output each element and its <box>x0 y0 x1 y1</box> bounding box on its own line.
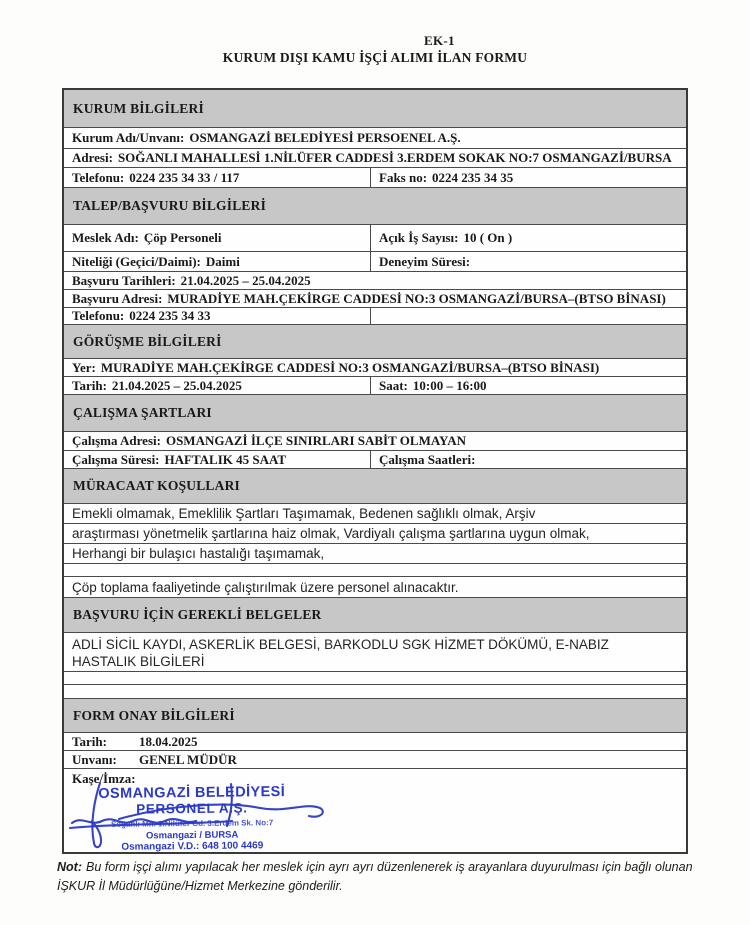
empty-row <box>64 684 686 698</box>
section-header-onay <box>64 698 686 732</box>
field-label: Meslek Adı: <box>72 230 139 245</box>
section-title: GÖRÜŞME BİLGİLERİ <box>73 333 222 349</box>
field-label: Faks no: <box>379 169 428 185</box>
row-gorusme-tarih-saat <box>64 376 686 394</box>
field-value: 18.04.2025 <box>139 733 198 749</box>
field-value: OSMANGAZİ BELEDİYESİ PERSOENEL A.Ş. <box>189 130 461 145</box>
stamp-line: OSMANGAZİ BELEDİYESİ <box>98 784 286 802</box>
field-value: 0224 235 34 33 / 117 <box>129 169 240 185</box>
empty-cell <box>370 308 686 324</box>
stamp-line: Soğanlı Mh. 1.Nilüfer Cd. 3.Erdem Sk. No:7 <box>110 818 274 830</box>
body-text: Çöp toplama faaliyetinde çalıştırılmak üzere personel alınacaktır. <box>72 579 459 595</box>
field-label: Telefonu: <box>72 308 125 323</box>
section-title: ÇALIŞMA ŞARTLARI <box>73 405 212 420</box>
section-header-talep <box>64 187 686 224</box>
field-label: Kaşe/İmza: <box>72 771 136 786</box>
field-label: Açık İş Sayısı: <box>379 230 459 245</box>
stamp-line: Osmangazi V.D.: 648 100 4469 <box>121 840 264 853</box>
footer-note <box>57 858 697 896</box>
section-title: KURUM BİLGİLERİ <box>73 100 204 116</box>
row-gorusme-yer <box>64 358 686 376</box>
field-value: 21.04.2025 – 25.04.2025 <box>111 377 242 393</box>
field-label: Kurum Adı/Unvanı: <box>72 130 185 145</box>
row-kurum-telefon-faks <box>64 167 686 187</box>
row-meslek-acikis <box>64 224 686 251</box>
section-title: MÜRACAAT KOŞULLARI <box>73 478 240 493</box>
section-header-muracaat <box>64 468 686 503</box>
field-value: Daimi <box>205 253 240 269</box>
field-label: Başvuru Tarihleri: <box>72 272 176 288</box>
company-stamp <box>78 785 307 854</box>
field-label: Çalışma Süresi: <box>72 451 160 467</box>
row-muracaat-line2 <box>64 523 686 543</box>
row-muracaat-line4 <box>64 576 686 597</box>
row-calisma-suresi-saatleri <box>64 450 686 468</box>
field-value: Çöp Personeli <box>143 230 222 245</box>
field-label: Unvanı: <box>72 751 117 767</box>
field-value: SOĞANLI MAHALLESİ 1.NİLÜFER CADDESİ 3.ERDEM SOKAK NO:7 OSMANGAZİ/BURSA <box>117 150 672 165</box>
field-label: Başvuru Adresi: <box>72 290 163 306</box>
field-value: 0224 235 34 35 <box>432 169 514 185</box>
row-calisma-adresi <box>64 431 686 450</box>
field-value: HAFTALIK 45 SAAT <box>164 451 287 467</box>
note-label: Not: <box>57 860 82 874</box>
field-label: Tarih: <box>72 733 107 749</box>
row-kase-imza <box>64 768 686 852</box>
row-onay-unvan <box>64 750 686 768</box>
body-text: araştırması yönetmelik şartlarına haiz olmak, Vardiyalı çalışma şartlarına uygun olmak, <box>72 526 590 541</box>
field-label: Niteliği (Geçici/Daimi): <box>72 253 201 269</box>
field-value: 0224 235 34 33 <box>129 308 211 323</box>
section-title: TALEP/BAŞVURU BİLGİLERİ <box>73 198 267 213</box>
field-label: Yer: <box>72 359 96 375</box>
row-belgeler-text <box>64 632 686 671</box>
form-tag: EK-1 <box>424 33 455 48</box>
row-nitelik-deneyim <box>64 251 686 271</box>
row-kurum-adres <box>64 148 686 167</box>
body-text: Herhangi bir bulaşıcı hastalığı taşımamak, <box>72 546 325 561</box>
section-header-calisma <box>64 394 686 431</box>
field-label: Çalışma Adresi: <box>72 433 161 448</box>
field-value: MURADİYE MAH.ÇEKİRGE CADDESİ NO:3 OSMANGAZİ/BURSA–(BTSO BİNASI) <box>100 359 600 375</box>
stamp-line: PERSONEL A.Ş. <box>136 800 248 817</box>
field-value: MURADİYE MAH.ÇEKİRGE CADDESİ NO:3 OSMANGAZİ/BURSA–(BTSO BİNASI) <box>167 290 666 306</box>
row-muracaat-line1 <box>64 503 686 523</box>
row-basvuru-tarihleri <box>64 271 686 289</box>
field-label: Tarih: <box>72 377 107 393</box>
field-value: GENEL MÜDÜR <box>139 751 237 767</box>
page-title: KURUM DIŞI KAMU İŞÇİ ALIMI İLAN FORMU <box>222 50 528 65</box>
field-value: 10 ( On ) <box>463 230 513 245</box>
empty-row <box>64 671 686 684</box>
body-text: Emekli olmamak, Emeklilik Şartları Taşımamak, Bedenen sağlıklı olmak, Arşiv <box>72 506 536 521</box>
field-value: 10:00 – 16:00 <box>412 377 487 393</box>
body-text: ADLİ SİCİL KAYDI, ASKERLİK BELGESİ, BARKODLU SGK HİZMET DÖKÜMÜ, E-NABIZ HASTALIK BİLGİLERİ <box>72 637 609 669</box>
section-title: BAŞVURU İÇİN GEREKLİ BELGELER <box>73 607 322 622</box>
section-header-kurum <box>64 90 686 127</box>
row-basvuru-adresi <box>64 289 686 307</box>
section-header-belgeler <box>64 597 686 632</box>
field-label: Çalışma Saatleri: <box>379 451 476 467</box>
note-text: Bu form işçi alımı yapılacak her meslek için ayrı ayrı düzenlenerek iş arayanlara duyurulması için bağlı olunan İŞKUR İl Müdürlüğüne/Hizmet Merkezine gönderilir. <box>57 860 693 893</box>
field-label: Telefonu: <box>72 169 125 185</box>
field-label: Saat: <box>379 377 408 393</box>
field-label: Adresi: <box>72 150 113 165</box>
row-kurum-adi <box>64 127 686 148</box>
form-table <box>62 88 688 854</box>
row-muracaat-line3 <box>64 543 686 563</box>
empty-row <box>64 563 686 576</box>
field-value: OSMANGAZİ İLÇE SINIRLARI SABİT OLMAYAN <box>165 433 467 448</box>
field-value: 21.04.2025 – 25.04.2025 <box>180 272 311 288</box>
row-talep-telefon <box>64 307 686 324</box>
field-label: Deneyim Süresi: <box>379 253 471 269</box>
row-onay-tarih <box>64 732 686 750</box>
section-header-gorusme <box>64 324 686 358</box>
section-title: FORM ONAY BİLGİLERİ <box>73 707 235 723</box>
stamp-line: Osmangazi / BURSA <box>145 829 239 842</box>
